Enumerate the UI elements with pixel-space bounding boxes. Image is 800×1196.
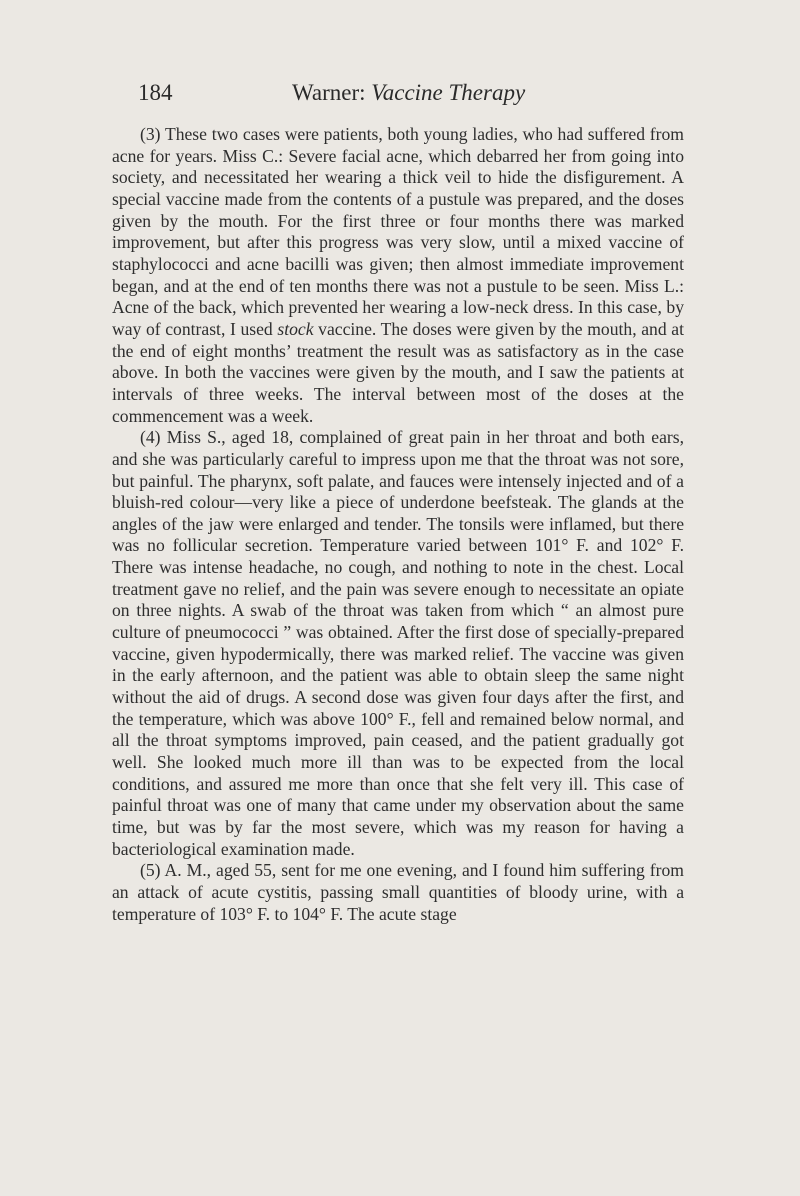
- running-head-title: Vaccine Therapy: [371, 80, 526, 105]
- paragraph-case-3: [112, 124, 684, 427]
- paragraph-case-3-part-1: (3) These two cases were patients, both young ladies, who had suffered from acne for years. Miss C.: Severe facial acne, which debarred her from going into society, and necessitated her wearing a thick veil to hide the disfigurement. A special vaccine made from the contents of a pustule was prepared, and the doses given by the mouth. For the first three or four months there was marked improvement, but after this progress was very slow, until a mixed vaccine of staphylococci and acne bacilli was given; then almost immediate improvement began, and at the end of ten months there was not a pustule to be seen. Miss L.: Acne of the back, which prevented her wearing a low-neck dress. In this case, by way of contrast, I used: [112, 124, 684, 339]
- running-head: [292, 80, 525, 106]
- emphasis-stock: stock: [277, 318, 314, 339]
- running-head-author: Warner:: [292, 80, 366, 105]
- paragraph-case-5: (5) A. M., aged 55, sent for me one evening, and I found him suffering from an attack of acute cystitis, passing small quantities of bloody urine, with a temperature of 103° F. to 104° F. The acute stage: [112, 860, 684, 924]
- paragraph-case-3-part-2: vaccine. The doses were given by the mouth, and at the end of eight months’ treatment the result was as satisfactory as in the case above. In both the vaccines were given by the mouth, and I saw the patients at intervals of three weeks. The interval between most of the doses at the commencement was a week.: [112, 318, 684, 426]
- body-text: [112, 124, 684, 925]
- paragraph-case-4: (4) Miss S., aged 18, complained of great pain in her throat and both ears, and she was particularly careful to impress upon me that the throat was not sore, but painful. The pharynx, soft palate, and fauces were intensely injected and of a bluish-red colour—very like a piece of underdone beefsteak. The glands at the angles of the jaw were enlarged and tender. The tonsils were inflamed, but there was no follicular secretion. Temperature varied between 101° F. and 102° F. There was intense headache, no cough, and nothing to note in the chest. Local treatment gave no relief, and the pain was severe enough to necessitate an opiate on three nights. A swab of the throat was taken from which “ an almost pure culture of pneumococci ” was obtained. After the first dose of specially-prepared vaccine, given hypodermically, there was marked relief. The vaccine was given in the early afternoon, and the patient was able to obtain sleep the same night without the aid of drugs. A second dose was given four days after the first, and the temperature, which was above 100° F., fell and remained below normal, and all the throat symptoms improved, pain ceased, and the patient gradually got well. She looked much more ill than was to be expected from the local conditions, and assured me more than once that she felt very ill. This case of painful throat was one of many that came under my observation about the same time, but was by far the most severe, which was my reason for having a bacteriological examination made.: [112, 427, 684, 859]
- page-header: [138, 80, 678, 110]
- page-number: 184: [138, 80, 173, 105]
